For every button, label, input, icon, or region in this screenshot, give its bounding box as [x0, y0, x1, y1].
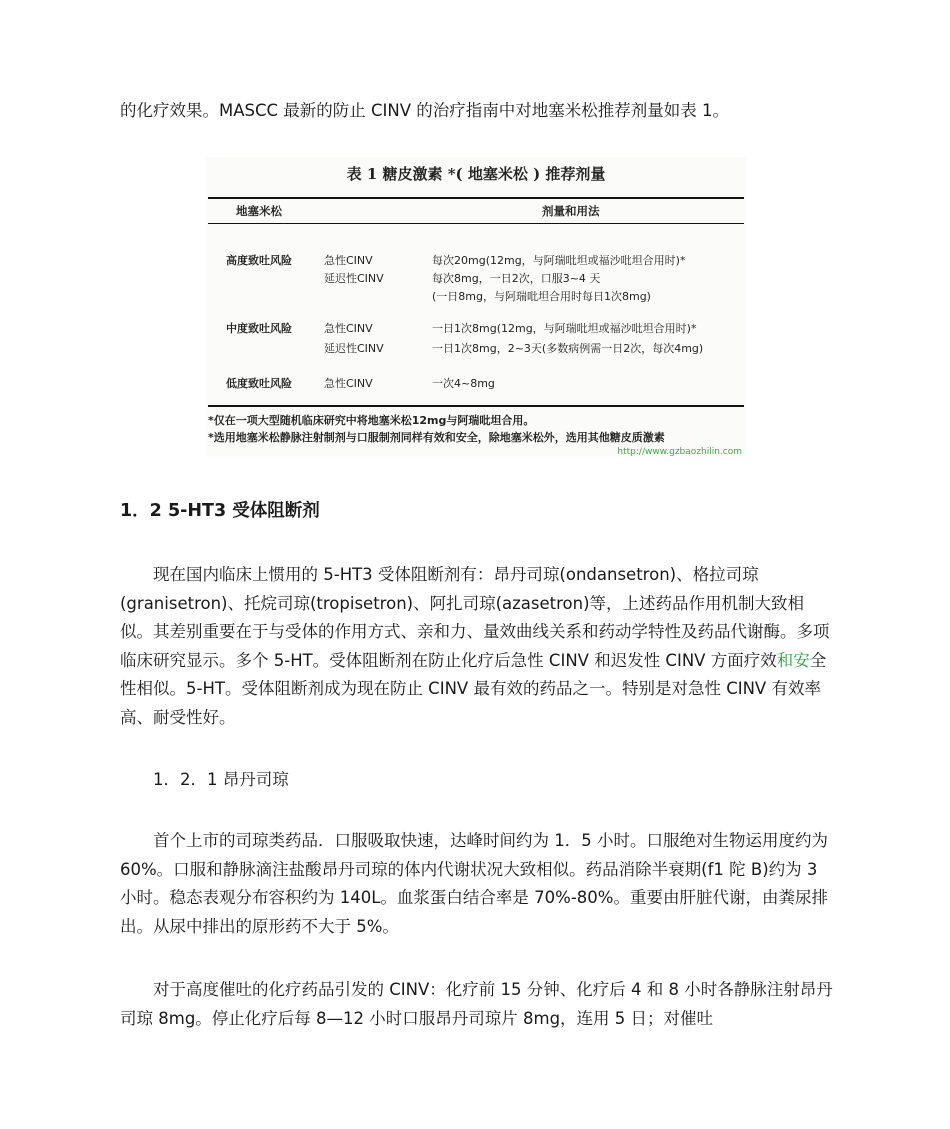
- body-paragraph-dosage: 对于高度催吐的化疗药品引发的 CINV：化疗前 15 分钟、化疗后 4 和 8 小时各静脉注射昂丹司琼 8mg。停止化疗后每 8—12 小时口服昂丹司琼片 8mg，连用 5 日；对催吐: [120, 980, 833, 1028]
- row-type: 急性CINV: [324, 322, 373, 335]
- paragraph-text: 全性相似。5-HT。受体阻断剂成为现在防止 CINV 最有效的药品之一。特别是对急性 CINV 有效率高、耐受性好。: [120, 650, 827, 727]
- row-dose: 一日1次8mg(12mg，与阿瑞吡坦或福沙吡坦合用时)*: [432, 322, 697, 335]
- row-dose: (一日8mg，与阿瑞吡坦合用时每日1次8mg): [432, 290, 651, 303]
- dexamethasone-dose-table: [206, 157, 746, 457]
- highlighted-text[interactable]: 和安: [776, 650, 810, 670]
- intro-paragraph: 的化疗效果。MASCC 最新的防止 CINV 的治疗指南中对地塞米松推荐剂量如表 1。: [120, 101, 730, 120]
- row-risk-moderate: 中度致吐风险: [226, 322, 292, 335]
- row-type: 急性CINV: [324, 254, 373, 267]
- table-bottom-rule: [208, 405, 744, 407]
- table-header-dosage: 剂量和用法: [542, 204, 600, 218]
- table-title: 表 1 糖皮激素 *( 地塞米松 ) 推荐剂量: [346, 165, 606, 183]
- row-type: 延迟性CINV: [324, 272, 384, 285]
- row-dose: 每次20mg(12mg，与阿瑞吡坦或福沙吡坦合用时)*: [432, 254, 686, 267]
- body-paragraph-ondansetron: 首个上市的司琼类药品．口服吸取快速，达峰时间约为 1．5 小时。口服绝对生物运用度约为 60%。口服和静脉滴注盐酸昂丹司琼的体内代谢状况大致相似。药品消除半衰期(f1 陀 B)约为 3 小时。稳态表观分布容积约为 140L。血浆蛋白结合率是 70%-80%。重要由肝脏代谢，由粪尿排出。从尿中排出的原形药不大于 5%。: [120, 831, 828, 936]
- paragraph-text: 现在国内临床上惯用的 5-HT3 受体阻断剂有：昂丹司琼(ondansetron)、格拉司琼(granisetron)、托烷司琼(tropisetron)、阿扎司琼(azasetron)等，上述药品作用机制大致相似。其差别重要在于与受体的作用方式、亲和力、量效曲线关系和药动学特性及药品代谢酶。多项临床研究显示。多个 5-HT。受体阻断剂在防止化疗后急性 CINV 和迟发性 CINV 方面疗效: [120, 565, 830, 670]
- table-footnote: *仅在一项大型随机临床研究中将地塞米松12mg与阿瑞吡坦合用。: [208, 414, 535, 427]
- table-header-drug: 地塞米松: [236, 204, 282, 218]
- row-type: 延迟性CINV: [324, 342, 384, 355]
- table-footnote: *选用地塞米松静脉注射制剂与口服制剂同样有效和安全，除地塞米松外，选用其他糖皮质激素: [208, 431, 665, 444]
- row-risk-high: 高度致吐风险: [226, 254, 292, 267]
- section-heading: 1．2 5-HT3 受体阻断剂: [120, 501, 320, 521]
- row-risk-low: 低度致吐风险: [226, 377, 292, 390]
- row-type: 急性CINV: [324, 377, 373, 390]
- row-dose: 一日1次8mg，2~3天(多数病例需一日2次，每次4mg): [432, 342, 704, 355]
- table-header-rule: [208, 223, 744, 224]
- body-paragraph-5ht3: [120, 561, 835, 732]
- row-dose: 一次4~8mg: [432, 377, 495, 390]
- watermark-url: http://www.gzbaozhilin.com: [617, 447, 742, 457]
- table-top-rule: [208, 197, 744, 199]
- row-dose: 每次8mg，一日2次，口服3~4 天: [432, 272, 601, 285]
- sub-heading-ondansetron: 1．2．1 昂丹司琼: [153, 770, 289, 789]
